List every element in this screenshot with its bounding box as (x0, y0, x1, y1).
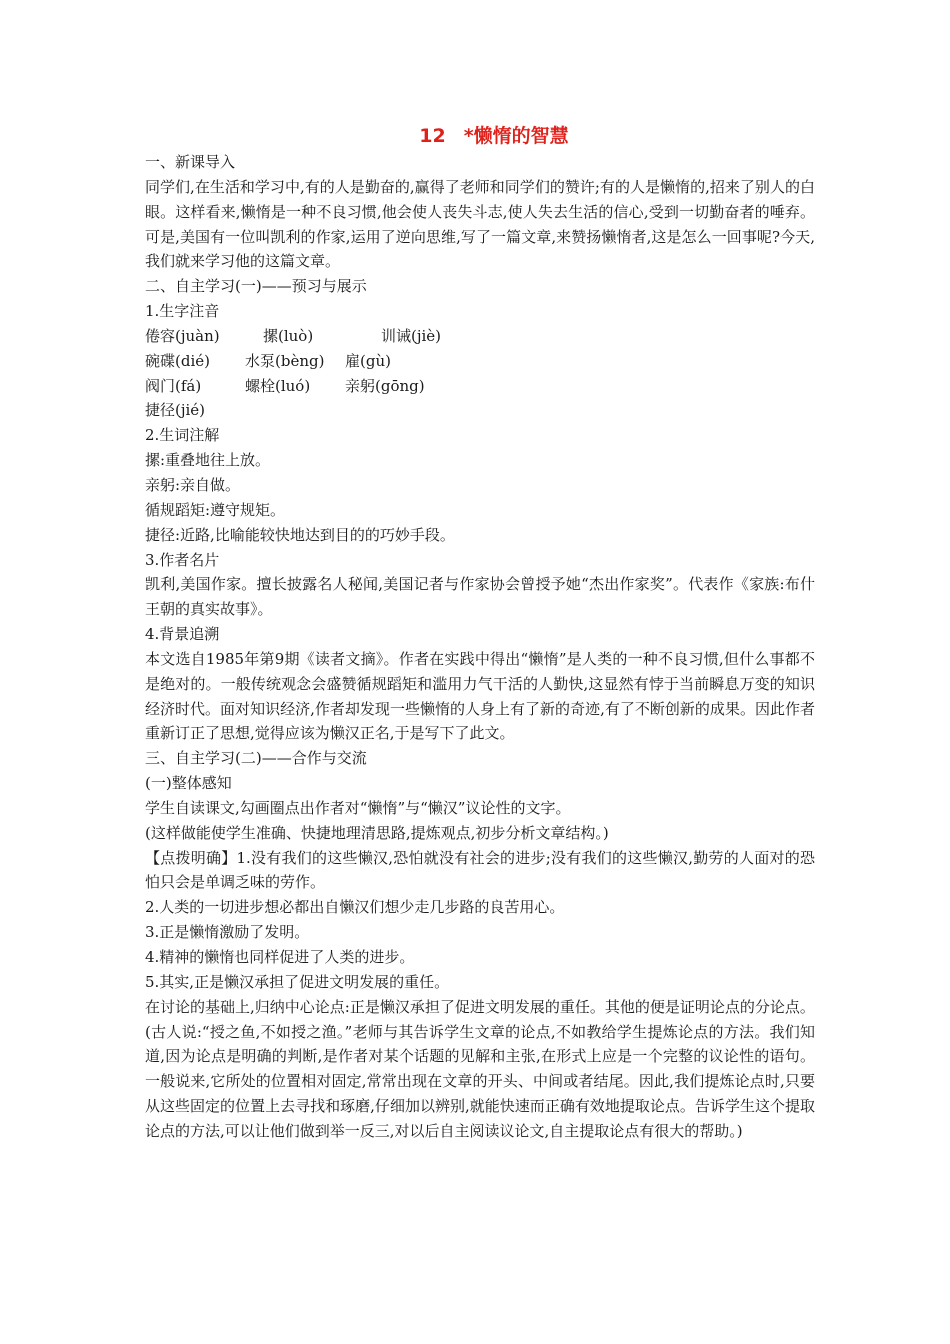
lesson-number: 12 (419, 125, 446, 147)
section-heading-self-study-2: 三、自主学习(二)——合作与交流 (145, 749, 367, 768)
pinyin-row (145, 324, 815, 349)
pinyin-item: 捷径(jié) (145, 401, 206, 420)
background-paragraph: 本文选自1985年第9期《读者文摘》。作者在实践中得出“懒惰”是人类的一种不良习惯,但什么事都不是绝对的。一般传统观念会盛赞循规蹈矩和滥用力气干活的人勤快,这显然有悖于当前瞬息万变的知识经济时代。面对知识经济,作者却发现一些懒惰的人身上有了新的奇迹,有了不断创新的成果。因此作者重新订正了思想,觉得应该为懒汉正名,于是写下了此文。 (145, 649, 815, 743)
pinyin-row (145, 349, 815, 374)
pinyin-item: 雇(gù) (345, 351, 391, 370)
author-heading: 3.作者名片 (145, 550, 220, 569)
pinyin-item: 水泵(bèng) (245, 351, 325, 370)
point-item: 【点拨明确】1.没有我们的这些懒汉,恐怕就没有社会的进步;没有我们的这些懒汉,勤劳的人面对的恐怕只会是单调乏味的劳作。 (145, 848, 815, 892)
method-note-paragraph: (古人说:“授之鱼,不如授之渔。”老师与其告诉学生文章的论点,不如教给学生提炼论点的方法。我们知道,因为论点是明确的判断,是作者对某个话题的见解和主张,在形式上应是一个完整的议论性的语句。一般说来,它所处的位置相对固定,常常出现在文章的开头、中间或者结尾。因此,我们提炼论点时,只要从这些固定的位置上去寻找和琢磨,仔细加以辨别,就能快速而正确有效地提取论点。告诉学生这个提取论点的方法,可以让他们做到举一反三,对以后自主阅读议论文,自主提取论点有很大的帮助。) (145, 1022, 815, 1140)
section-heading-self-study-1: 二、自主学习(一)——预习与展示 (145, 277, 367, 296)
author-paragraph: 凯利,美国作家。擅长披露名人秘闻,美国记者与作家协会曾授予她“杰出作家奖”。代表作《家族:布什王朝的真实故事》。 (145, 575, 815, 619)
pinyin-item: 训诫(jiè) (381, 326, 442, 345)
vocab-item: 捷径:近路,比喻能较快地达到目的的巧妙手段。 (145, 525, 455, 544)
point-item: 5.其实,正是懒汉承担了促进文明发展的重任。 (145, 972, 450, 991)
vocab-item: 摞:重叠地往上放。 (145, 451, 271, 470)
summary-paragraph: 在讨论的基础上,归纳中心论点:正是懒汉承担了促进文明发展的重任。其他的便是证明论点的分论点。 (145, 997, 815, 1016)
document-page (145, 122, 815, 1144)
pinyin-item: 摞(luò) (263, 326, 314, 345)
point-item: 4.精神的懒惰也同样促进了人类的进步。 (145, 948, 415, 966)
pinyin-row (145, 374, 815, 399)
vocab-heading: 2.生词注解 (145, 426, 220, 445)
background-heading: 4.背景追溯 (145, 625, 220, 644)
pinyin-item: 阀门(fá) (145, 376, 202, 395)
task-note: (这样做能使学生准确、快捷地理清思路,提炼观点,初步分析文章结构。) (145, 823, 609, 842)
vocab-item: 循规蹈矩:遵守规矩。 (145, 500, 286, 519)
page-title (145, 122, 815, 150)
lesson-title: *懒惰的智慧 (463, 125, 569, 147)
intro-paragraph: 同学们,在生活和学习中,有的人是勤奋的,赢得了老师和同学们的赞许;有的人是懒惰的,招来了别人的白眼。这样看来,懒惰是一种不良习惯,他会使人丧失斗志,使人失去生活的信心,受到一切勤奋者的唾弃。可是,美国有一位叫凯利的作家,运用了逆向思维,写了一篇文章,来赞扬懒惰者,这是怎么一回事呢?今天,我们就来学习他的这篇文章。 (145, 177, 815, 271)
vocab-item: 亲躬:亲自做。 (145, 475, 241, 494)
pinyin-item: 碗碟(dié) (145, 351, 210, 370)
point-item: 2.人类的一切进步想必都出自懒汉们想少走几步路的良苦用心。 (145, 898, 565, 917)
pinyin-heading: 1.生字注音 (145, 302, 220, 321)
pinyin-row (145, 398, 815, 423)
overview-heading: (一)整体感知 (145, 774, 232, 793)
pinyin-item: 螺栓(luó) (245, 376, 311, 395)
point-item: 3.正是懒惰激励了发明。 (145, 923, 310, 942)
section-heading-intro: 一、新课导入 (145, 153, 236, 171)
pinyin-item: 亲躬(gōng) (345, 376, 425, 395)
pinyin-item: 倦容(juàn) (145, 326, 220, 345)
task-paragraph: 学生自读课文,勾画圈点出作者对“懒惰”与“懒汉”议论性的文字。 (145, 798, 571, 817)
